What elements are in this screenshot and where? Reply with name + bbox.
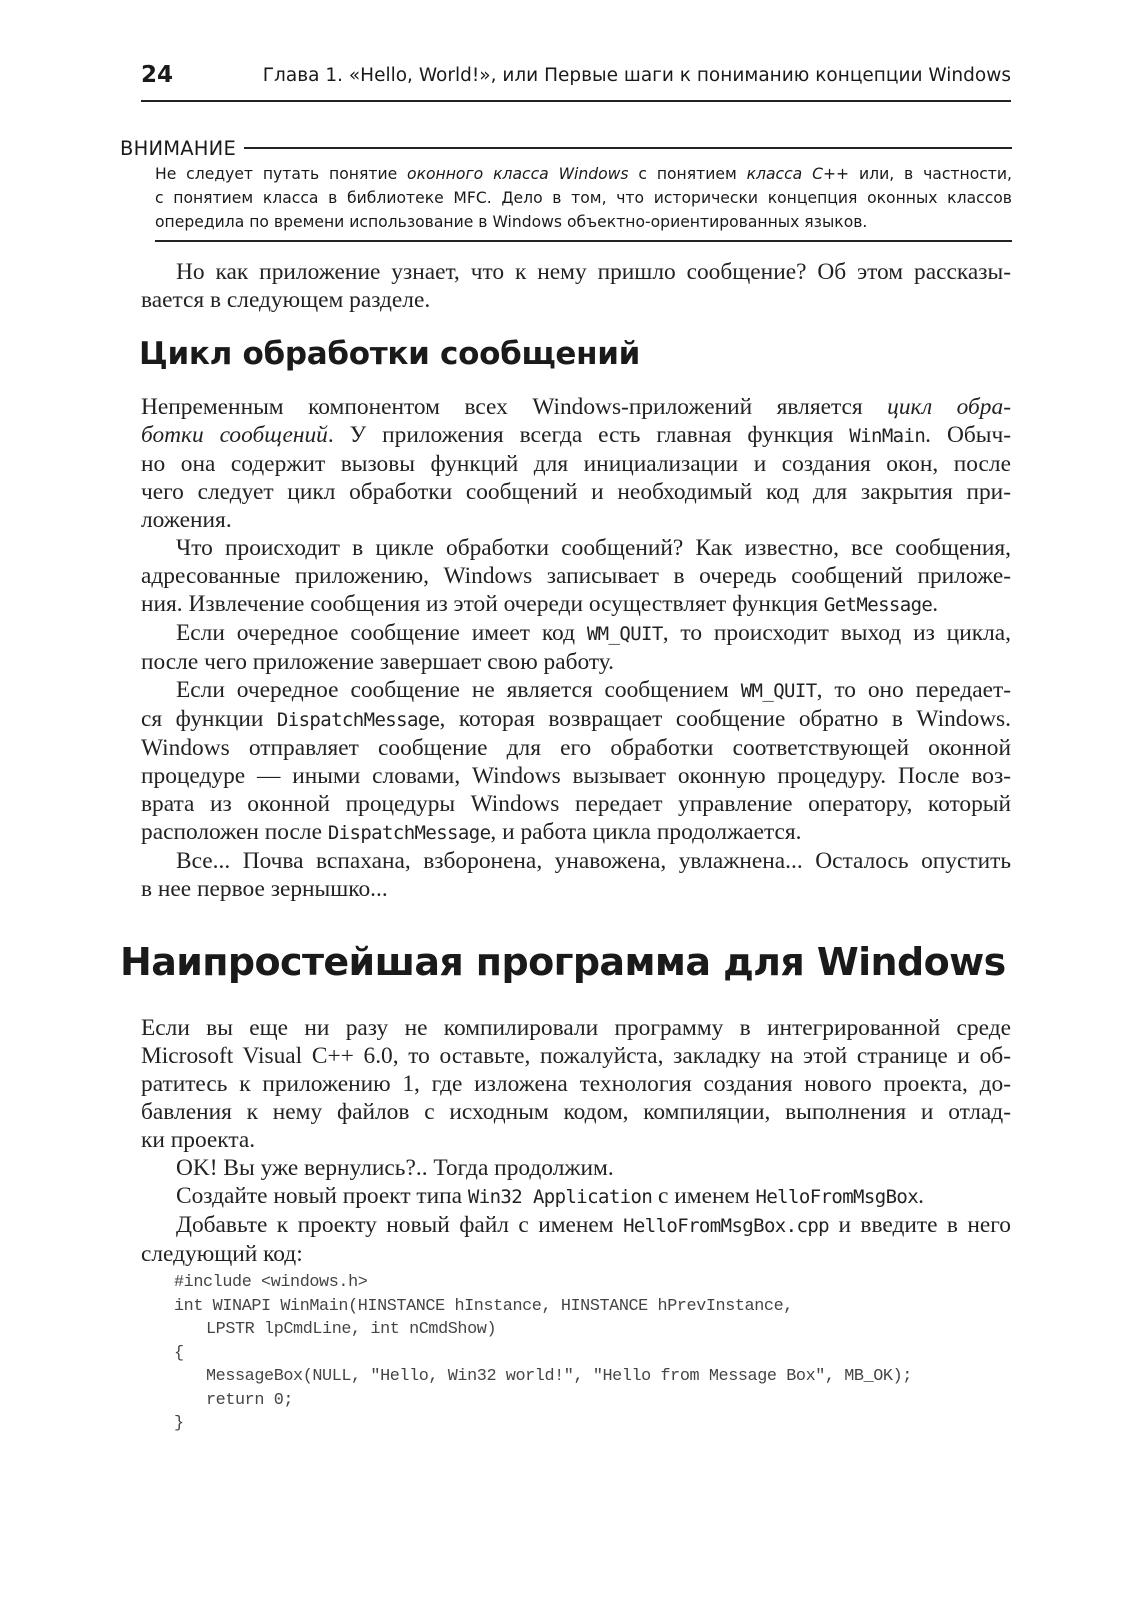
intro-paragraph <box>141 258 1011 314</box>
text-line: Windows отправляет сообщение для его обработки соответствующей оконной <box>141 735 1011 761</box>
text-line: ратитесь к приложению 1, где изложена технология создания нового проекта, до- <box>141 1071 1011 1097</box>
text-line: следующий код: <box>141 1241 303 1267</box>
warning-note <box>120 134 1012 242</box>
paragraph <box>141 676 1011 847</box>
note-header <box>120 134 1012 162</box>
section-heading-simplest-program: Наипростейшая программа для Windows <box>120 940 1006 984</box>
message-loop-section-body <box>141 393 1011 903</box>
text-line: Если очередное сообщение имеет код WM_QUIT, то происходит выход из цикла, <box>176 620 1011 646</box>
code-inline: WinMain <box>849 425 926 447</box>
code-line: MessageBox(NULL, "Hello, Win32 world!", "Hello from Message Box", MB_OK); <box>206 1367 912 1386</box>
note-bottom-rule <box>155 240 1012 242</box>
text-line: Все... Почва вспахана, взборонена, унавожена, увлажнена... Осталось опустить <box>176 848 1011 874</box>
section-heading-message-loop: Цикл обработки сообщений <box>139 336 641 372</box>
text-line: ся функции DispatchMessage, которая возвращает сообщение обратно в Windows. <box>141 706 1011 732</box>
code-inline: DispatchMessage <box>327 822 491 844</box>
page-number: 24 <box>141 62 174 88</box>
code-inline: HelloFromMsgBox.cpp <box>623 1215 830 1237</box>
code-line: int WINAPI WinMain(HINSTANCE hInstance, HINSTANCE hPrevInstance, <box>174 1296 793 1316</box>
text-line: Непременным компонентом всех Windows-приложений является цикл обра- <box>141 394 1011 420</box>
code-inline: GetMessage <box>823 594 933 616</box>
note-line-2: с понятием класса в библиотеке MFC. Дело в том, что исторически концепция оконных классов <box>155 189 1012 207</box>
text-line: ки проекта. <box>141 1127 256 1153</box>
text-line: ложения. <box>141 507 232 533</box>
note-line-1: Не следует путать понятие оконного класса Windows с понятием класса C++ или, в частности, <box>155 165 1012 183</box>
text-line: в нее первое зернышко... <box>141 876 388 902</box>
text-line: Если очередное сообщение не является сообщением WM_QUIT, то оно передает- <box>176 677 1011 703</box>
paragraph <box>141 619 1011 676</box>
code-inline: Win32 Application <box>467 1186 653 1208</box>
note-term-cpp-class: класса C++ <box>746 165 850 183</box>
text-line: Создайте новый проект типа Win32 Application с именем HelloFromMsgBox. <box>176 1183 924 1209</box>
text-line: ботки сообщений. У приложения всегда есть главная функция WinMain. Обыч- <box>141 422 1012 448</box>
text-line: после чего приложение завершает свою работу. <box>141 649 615 675</box>
note-line-3: опередила по времени использование в Windows объектно-ориентированных языков. <box>155 213 868 231</box>
code-inline: DispatchMessage <box>276 709 440 731</box>
paragraph <box>141 1211 1011 1268</box>
code-inline: HelloFromMsgBox <box>755 1186 919 1208</box>
code-line: LPSTR lpCmdLine, int nCmdShow) <box>206 1320 497 1339</box>
running-title: Глава 1. «Hello, World!», или Первые шаги к пониманию концепции Windows <box>262 65 1011 86</box>
code-line: #include <windows.h> <box>174 1273 368 1292</box>
text-line: OK! Вы уже вернулись?.. Тогда продолжим. <box>176 1155 614 1181</box>
code-inline: WM_QUIT <box>740 680 817 702</box>
code-listing <box>174 1271 994 1436</box>
text-line: бавления к нему файлов с исходным кодом, компиляции, выполнения и отлад- <box>141 1099 1011 1125</box>
text-line: ния. Извлечение сообщения из этой очереди осуществляет функция GetMessage. <box>141 591 939 617</box>
text-line: Microsoft Visual C++ 6.0, то оставьте, пожалуйста, закладку на этой странице и об- <box>141 1043 1011 1069</box>
text-line: расположен после DispatchMessage, и работа цикла продолжается. <box>141 819 802 845</box>
paragraph <box>141 393 1011 534</box>
note-body <box>155 162 1012 234</box>
running-header <box>141 60 1011 102</box>
note-term-window-class: оконного класса Windows <box>407 165 629 183</box>
code-line: return 0; <box>206 1390 294 1410</box>
paragraph <box>141 534 1011 619</box>
paragraph <box>141 1182 1011 1211</box>
code-line: { <box>174 1343 184 1363</box>
text-line: вается в следующем разделе. <box>141 287 431 313</box>
text-line: чего следует цикл обработки сообщений и необходимый код для закрытия при- <box>141 479 1011 505</box>
text-line: процедуре — иными словами, Windows вызывает оконную процедуру. После воз- <box>141 763 1011 789</box>
paragraph <box>141 1154 1011 1182</box>
note-label: ВНИМАНИЕ <box>120 136 236 160</box>
text-line: но она содержит вызовы функций для инициализации и создания окон, после <box>141 451 1011 477</box>
paragraph <box>141 1014 1011 1154</box>
text-line: Добавьте к проекту новый файл с именем HelloFromMsgBox.cpp и введите в него <box>176 1212 1011 1238</box>
simplest-program-section-body <box>141 1014 1011 1268</box>
text-line: Но как приложение узнает, что к нему пришло сообщение? Об этом рассказы- <box>176 259 1011 285</box>
text-line: адресованные приложению, Windows записывает в очередь сообщений приложе- <box>141 563 1011 589</box>
code-inline: WM_QUIT <box>586 623 663 645</box>
text-line: Что происходит в цикле обработки сообщений? Как известно, все сообщения, <box>176 535 1011 561</box>
paragraph <box>141 847 1011 903</box>
text-line: врата из оконной процедуры Windows передает управление оператору, который <box>141 791 1011 817</box>
code-line: } <box>174 1414 184 1433</box>
note-top-rule <box>244 147 1012 149</box>
text-line: Если вы еще ни разу не компилировали программу в интегрированной среде <box>141 1015 1011 1041</box>
